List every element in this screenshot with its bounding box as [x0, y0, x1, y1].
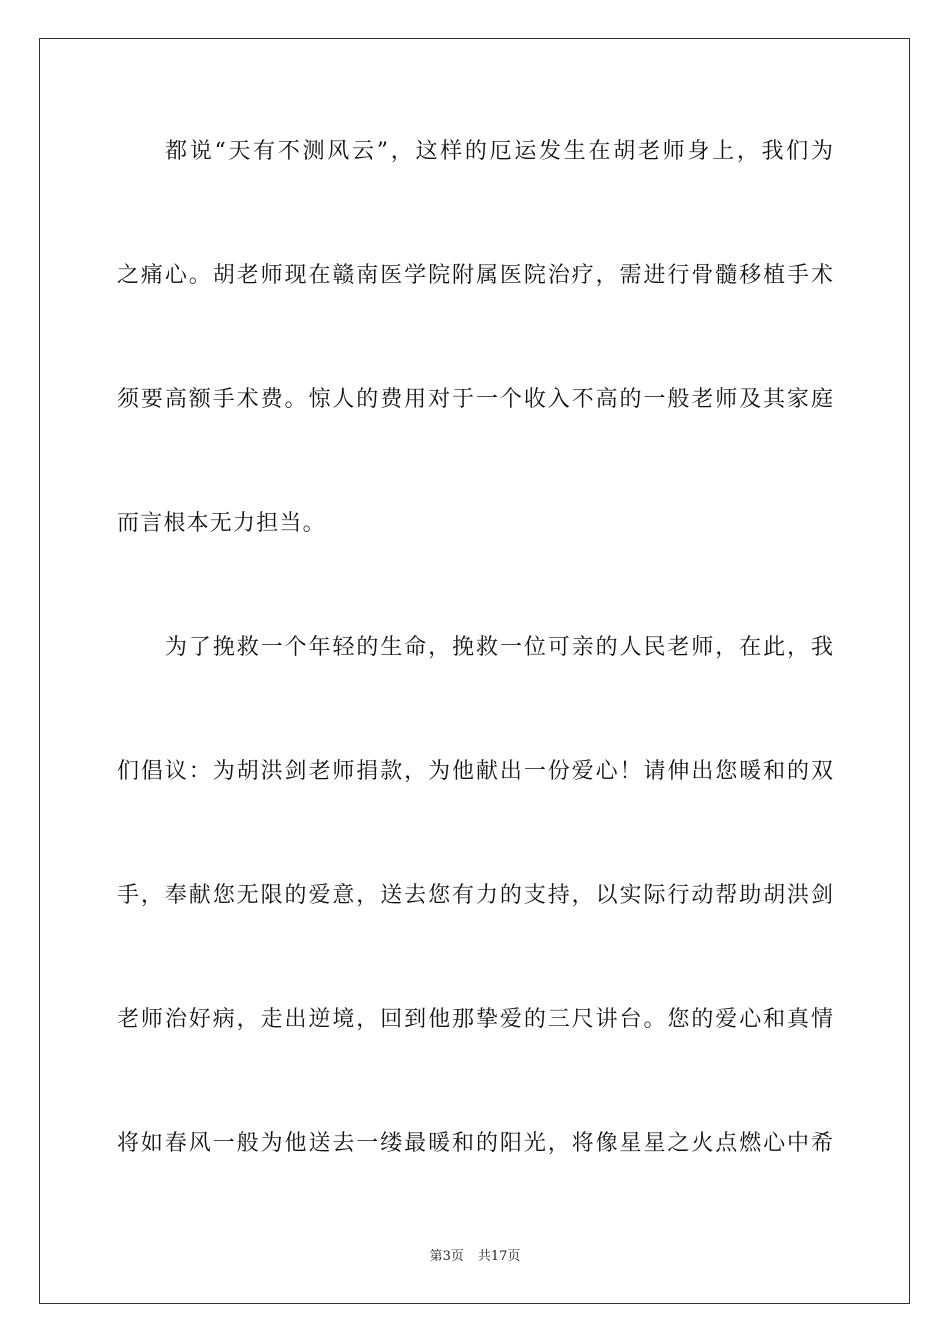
paragraph-1-line-4: 而言根本无力担当。: [117, 511, 326, 536]
page-footer: [0, 1248, 950, 1266]
paragraph-1-line-2: 之痛心。胡老师现在赣南医学院附属医院治疗，需进行骨髓移植手术: [117, 263, 833, 288]
paragraph-2-line-1: 为了挽救一个年轻的生命，挽救一位可亲的人民老师，在此，我: [165, 635, 833, 660]
paragraph-1-line-3: 须要高额手术费。惊人的费用对于一个收入不高的一般老师及其家庭: [117, 387, 833, 412]
paragraph-2-line-4: 老师治好病，走出逆境，回到他那挚爱的三尺讲台。您的爱心和真情: [117, 1007, 833, 1032]
page-number: 第3页: [429, 1249, 464, 1264]
paragraph-2-line-5: 将如春风一般为他送去一缕最暖和的阳光，将像星星之火点燃心中希: [117, 1131, 833, 1156]
paragraph-2-line-2: 们倡议：为胡洪剑老师捐款，为他献出一份爱心！请伸出您暖和的双: [117, 759, 833, 784]
paragraph-1-line-1: 都说“天有不测风云”，这样的厄运发生在胡老师身上，我们为: [165, 139, 833, 164]
page-total: 共17页: [477, 1249, 521, 1264]
page-border: [39, 38, 910, 1304]
paragraph-2-line-3: 手，奉献您无限的爱意，送去您有力的支持，以实际行动帮助胡洪剑: [117, 883, 833, 908]
